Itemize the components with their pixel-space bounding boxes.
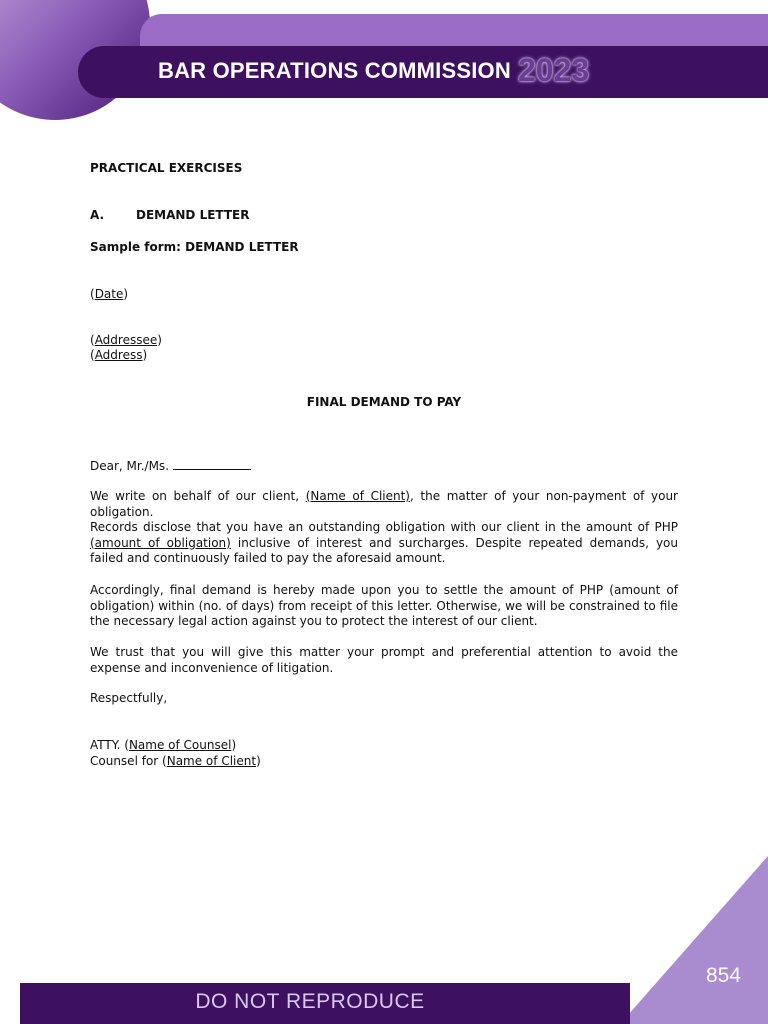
p1-client: (Name of Client): [305, 489, 410, 503]
paragraph-2: [90, 520, 678, 567]
paragraph-1: [90, 489, 678, 520]
counsel-prefix: Counsel for (: [90, 754, 167, 768]
p2-text-a: Records disclose that you have an outstanding obligation with our client in the amount of PHP: [90, 520, 678, 534]
date-placeholder: Date: [94, 287, 124, 301]
header-year: 2023: [518, 52, 590, 88]
p2-text-b: inclusive of interest and surcharges. Despite repeated demands, you failed and continuously failed to pay the aforesaid amount.: [90, 535, 678, 565]
item-marker: A.: [90, 208, 105, 222]
letter-title: FINAL DEMAND TO PAY: [306, 395, 462, 409]
sample-form-label: Sample form: DEMAND LETTER: [90, 240, 299, 254]
counsel-suffix: ): [256, 754, 261, 768]
paragraph-4: We trust that you will give this matter your prompt and preferential attention to avoid the expense and inconvenience of litigation.: [90, 645, 678, 675]
signature-line: [90, 738, 236, 754]
address-placeholder: Address: [94, 348, 143, 362]
p2-amount: (amount of obligation): [90, 535, 231, 550]
p1-text-a: We write on behalf of our client,: [90, 489, 306, 503]
addressee-line: (Addressee): [90, 333, 162, 347]
section-heading: PRACTICAL EXERCISES: [90, 161, 243, 175]
item-title: DEMAND LETTER: [136, 208, 250, 222]
salutation: [90, 458, 251, 475]
address-line: (Address): [90, 348, 148, 362]
date-line: (Date): [90, 287, 129, 301]
counsel-name: Name of Counsel: [128, 738, 232, 752]
p1-text-b: , the matter of your non-payment of your obligation.: [90, 489, 678, 519]
paragraph-3: Accordingly, final demand is hereby made upon you to settle the amount of PHP (amount of obligation) within (no. of days) from receipt of this letter. Otherwise, we will be constrained to file the necessary legal action against you to protect the interest of our client.: [90, 583, 678, 628]
salutation-text: Dear, Mr./Ms.: [90, 459, 170, 473]
sign-suffix: ): [231, 738, 237, 752]
counsel-client: Name of Client: [166, 754, 257, 768]
counsel-for-line: [90, 754, 261, 770]
page-number: 854: [706, 964, 742, 987]
header-title: BAR OPERATIONS COMMISSION: [158, 58, 511, 83]
addressee-placeholder: Addressee: [94, 333, 158, 347]
name-blank: [173, 458, 251, 470]
footer-notice: DO NOT REPRODUCE: [195, 990, 425, 1013]
sign-prefix: ATTY. (: [90, 738, 129, 752]
closing: Respectfully,: [90, 691, 168, 705]
corner-triangle: [620, 856, 768, 1024]
